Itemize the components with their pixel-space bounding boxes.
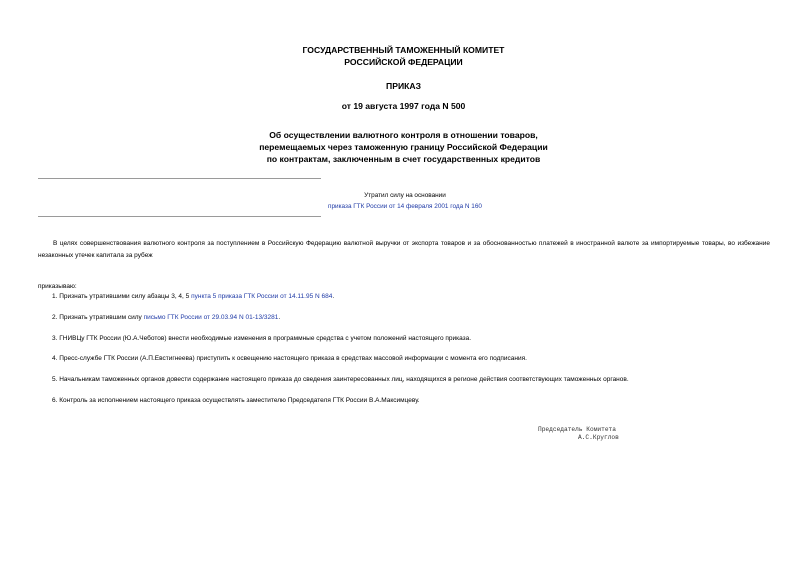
order-item-1 [52, 292, 792, 302]
order-item-1-end: . [332, 293, 335, 300]
order-item-2 [52, 313, 792, 323]
status-divider-top [38, 178, 321, 179]
order-item-2-link[interactable]: письмо ГТК России от 29.03.94 N 01-13/3281 [143, 314, 279, 321]
signatory-name: А.С.Круглов [578, 434, 619, 441]
status-note-link-row [240, 202, 570, 211]
preamble-text: В целях совершенствования валютного контроля за поступлением в Российскую Федерацию валютной выручки от экспорта товаров и за обоснованностью платежей в иностранной валюте за импортируемые товары, во избежание незаконных утечек капитала за рубеж [38, 240, 770, 259]
document-subject-line-2: перемещаемых через таможенную границу Российской Федерации [259, 142, 548, 152]
order-item-2-text: 2. Признать утратившим силу [52, 314, 144, 321]
issuer-line-2: РОССИЙСКОЙ ФЕДЕРАЦИИ [344, 57, 463, 67]
preamble-paragraph [38, 238, 770, 262]
order-item-5: 5. Начальникам таможенных органов довести содержание настоящего приказа до сведения заинтересованных лиц, находящихся в регионе действия соответствующих таможенных органов. [52, 376, 629, 383]
repealing-order-link[interactable]: приказа ГТК России от 14 февраля 2001 года N 160 [328, 203, 482, 210]
order-item-3: 3. ГНИВЦу ГТК России (Ю.А.Чеботов) внести необходимые изменения в программные средства с учетом положений настоящего приказа. [52, 335, 472, 342]
order-item-1-text: 1. Признать утратившими силу абзацы 3, 4, 5 [52, 293, 192, 300]
order-word: приказываю: [38, 283, 77, 290]
status-note-text: Утратил силу на основании [364, 192, 446, 199]
signatory-title: Председатель Комитета [538, 426, 616, 433]
document-date-number: от 19 августа 1997 года N 500 [341, 101, 466, 111]
issuer-line-1: ГОСУДАРСТВЕННЫЙ ТАМОЖЕННЫЙ КОМИТЕТ [302, 45, 505, 55]
document-subject-line-3: по контрактам, заключенным в счет государственных кредитов [266, 154, 541, 164]
status-divider-bottom [38, 216, 321, 217]
order-item-2-end: . [278, 314, 281, 321]
order-item-4: 4. Пресс-службе ГТК России (А.П.Евстигнеева) приступить к освещению настоящего приказа в средствах массовой информации с момента его подписания. [52, 355, 527, 362]
document-type: ПРИКАЗ [386, 81, 421, 91]
order-item-6: 6. Контроль за исполнением настоящего приказа осуществлять заместителю Председателя ГТК России В.А.Максимцеву. [52, 397, 420, 404]
document-subject-line-1: Об осуществлении валютного контроля в отношении товаров, [269, 130, 538, 140]
order-item-1-link[interactable]: пункта 5 приказа ГТК России от 14.11.95 N 684 [191, 293, 333, 300]
